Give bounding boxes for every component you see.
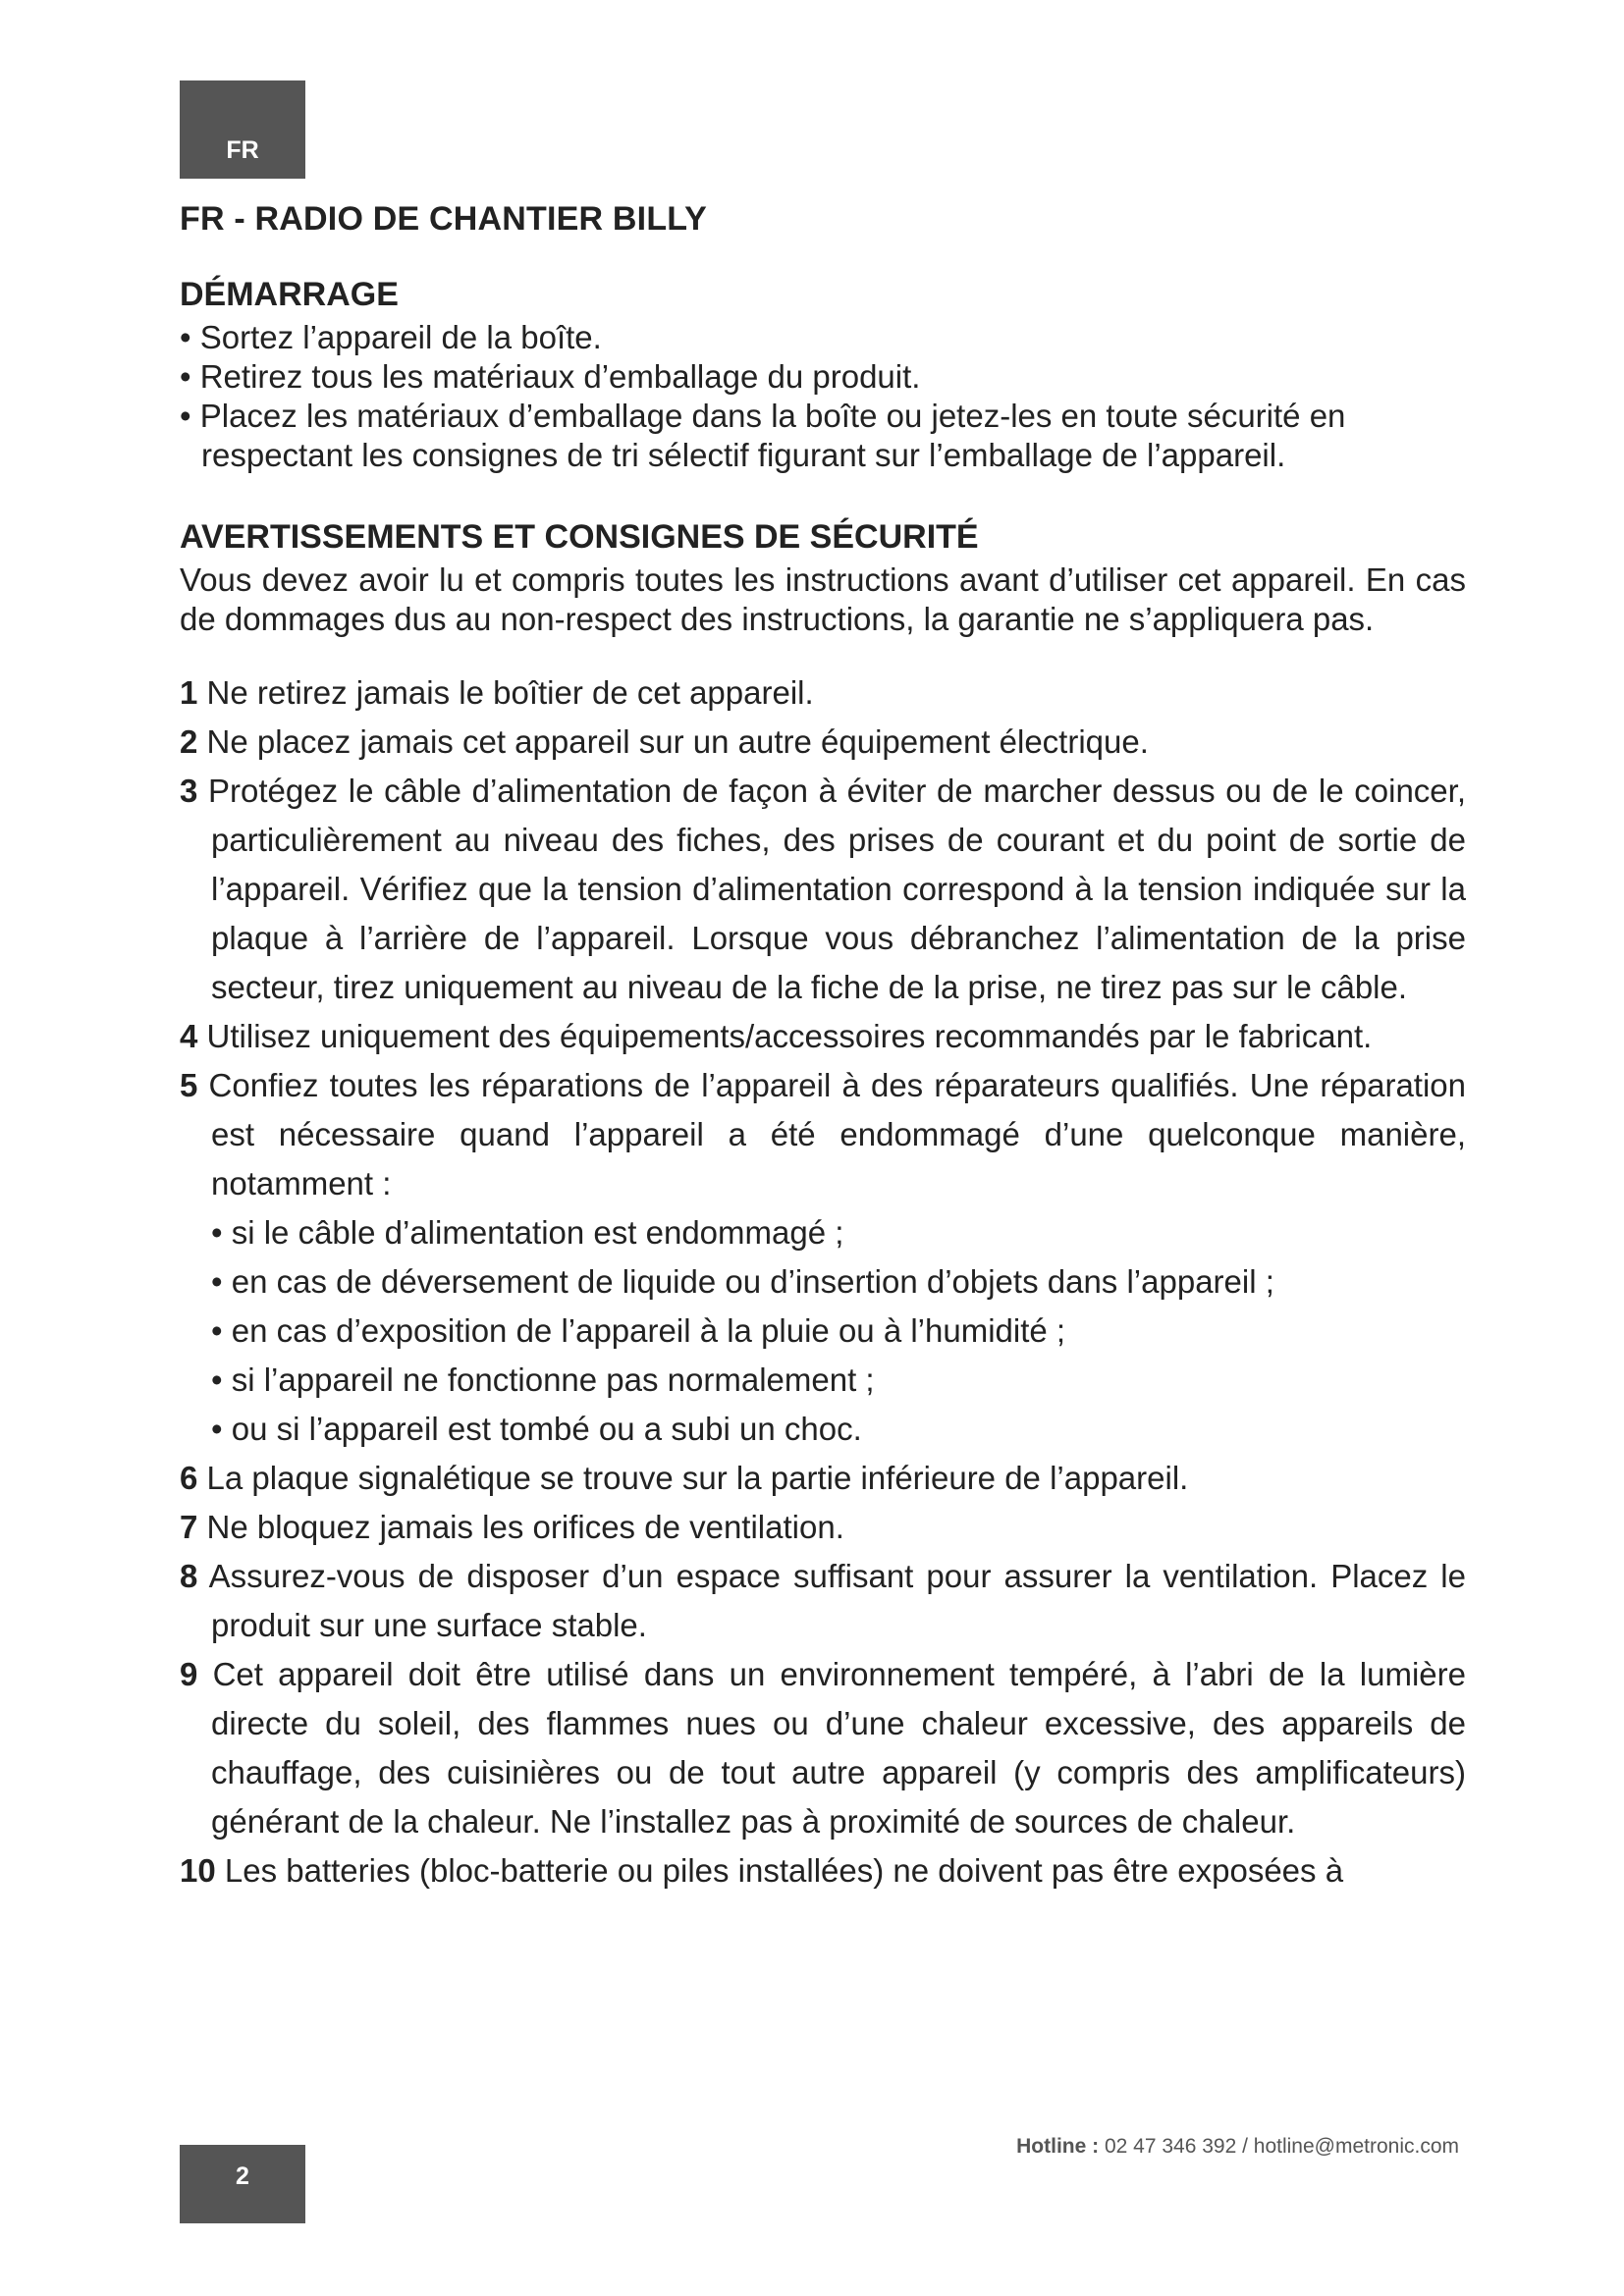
startup-list — [180, 318, 1466, 475]
rule-5-subitem: • si le câble d’alimentation est endommagé ; — [211, 1214, 844, 1251]
rule-item-1 — [180, 668, 1466, 718]
page-content — [180, 196, 1466, 1896]
rule-item-6 — [180, 1454, 1466, 1503]
safety-rules-list — [180, 668, 1466, 1896]
safety-intro: Vous devez avoir lu et compris toutes les instructions avant d’utiliser cet appareil. En cas de dommages dus au non-respect des instructions, la garantie ne s’appliquera pas. — [180, 561, 1466, 637]
safety-heading: AVERTISSEMENTS ET CONSIGNES DE SÉCURITÉ — [180, 518, 979, 556]
rule-item-3 — [180, 767, 1466, 1012]
rule-number: 1 — [180, 674, 198, 711]
rule-5-subitem: • ou si l’appareil est tombé ou a subi un choc. — [211, 1411, 862, 1447]
rule-number: 9 — [180, 1656, 198, 1692]
rule-text: Ne placez jamais cet appareil sur un autre équipement électrique. — [206, 723, 1149, 760]
rule-number: 5 — [180, 1067, 198, 1103]
rule-5-subitem: • en cas d’exposition de l’appareil à la pluie ou à l’humidité ; — [211, 1312, 1066, 1349]
rule-text: Ne retirez jamais le boîtier de cet appareil. — [206, 674, 814, 711]
page-title: FR - RADIO DE CHANTIER BILLY — [180, 200, 708, 238]
rule-text: Protégez le câble d’alimentation de façon à éviter de marcher dessus ou de le coincer, particulièrement au niveau des fiches, des prises de courant et du point de sortie de l’appareil. Vérifiez que la tension d’alimentation correspond à la tension indiquée sur la plaque à l’arrière de l’appareil. Lorsque vous débranchez l’alimentation de la prise secteur, tirez uniquement au niveau de la fiche de la prise, ne tirez pas sur le câble. — [208, 773, 1466, 1005]
rule-text: La plaque signalétique se trouve sur la partie inférieure de l’appareil. — [206, 1460, 1189, 1496]
rule-item-2 — [180, 718, 1466, 767]
hotline-contact: 02 47 346 392 / hotline@metronic.com — [1104, 2135, 1459, 2158]
rule-item-7 — [180, 1503, 1466, 1552]
rule-5-subitem: • si l’appareil ne fonctionne pas normalement ; — [211, 1362, 875, 1398]
rule-item-10 — [180, 1846, 1466, 1896]
rule-text: Assurez-vous de disposer d’un espace suffisant pour assurer la ventilation. Placez le produit sur une surface stable. — [208, 1558, 1466, 1643]
rule-text: Les batteries (bloc-batterie ou piles installées) ne doivent pas être exposées à — [224, 1852, 1344, 1889]
rule-number: 8 — [180, 1558, 198, 1594]
rule-text: Utilisez uniquement des équipements/accessoires recommandés par le fabricant. — [206, 1018, 1373, 1054]
rule-number: 2 — [180, 723, 198, 760]
hotline-info — [1016, 2135, 1459, 2159]
list-item: • Sortez l’appareil de la boîte. — [180, 319, 602, 355]
rule-item-8 — [180, 1552, 1466, 1650]
rule-text: Ne bloquez jamais les orifices de ventilation. — [206, 1509, 844, 1545]
page-number: 2 — [236, 2163, 249, 2190]
hotline-label: Hotline : — [1016, 2135, 1100, 2158]
rule-text: Cet appareil doit être utilisé dans un environnement tempéré, à l’abri de la lumière directe du soleil, des flammes nues ou d’une chaleur excessive, des appareils de chauffage, des cuisinières ou de tout autre appareil (y compris des amplificateurs) générant de la chaleur. Ne l’installez pas à proximité de sources de chaleur. — [211, 1656, 1466, 1840]
rule-item-9 — [180, 1650, 1466, 1846]
page-number-tab — [180, 2145, 305, 2223]
rule-5-subitem: • en cas de déversement de liquide ou d’insertion d’objets dans l’appareil ; — [211, 1263, 1274, 1300]
rule-number: 10 — [180, 1852, 216, 1889]
language-tab-label: FR — [226, 136, 259, 164]
rule-number: 6 — [180, 1460, 198, 1496]
rule-item-4 — [180, 1012, 1466, 1061]
rule-text: Confiez toutes les réparations de l’appareil à des réparateurs qualifiés. Une réparation est nécessaire quand l’appareil a été endommagé d’une quelconque manière, notamment : — [208, 1067, 1467, 1201]
startup-heading: DÉMARRAGE — [180, 276, 399, 313]
list-item: • Retirez tous les matériaux d’emballage du produit. — [180, 358, 921, 395]
list-item: • Placez les matériaux d’emballage dans la boîte ou jetez-les en toute sécurité en respectant les consignes de tri sélectif figurant sur l’emballage de l’appareil. — [180, 398, 1346, 473]
rule-number: 3 — [180, 773, 198, 809]
rule-number: 4 — [180, 1018, 198, 1054]
rule-item-5 — [180, 1061, 1466, 1208]
language-tab — [180, 80, 305, 179]
rule-number: 7 — [180, 1509, 198, 1545]
